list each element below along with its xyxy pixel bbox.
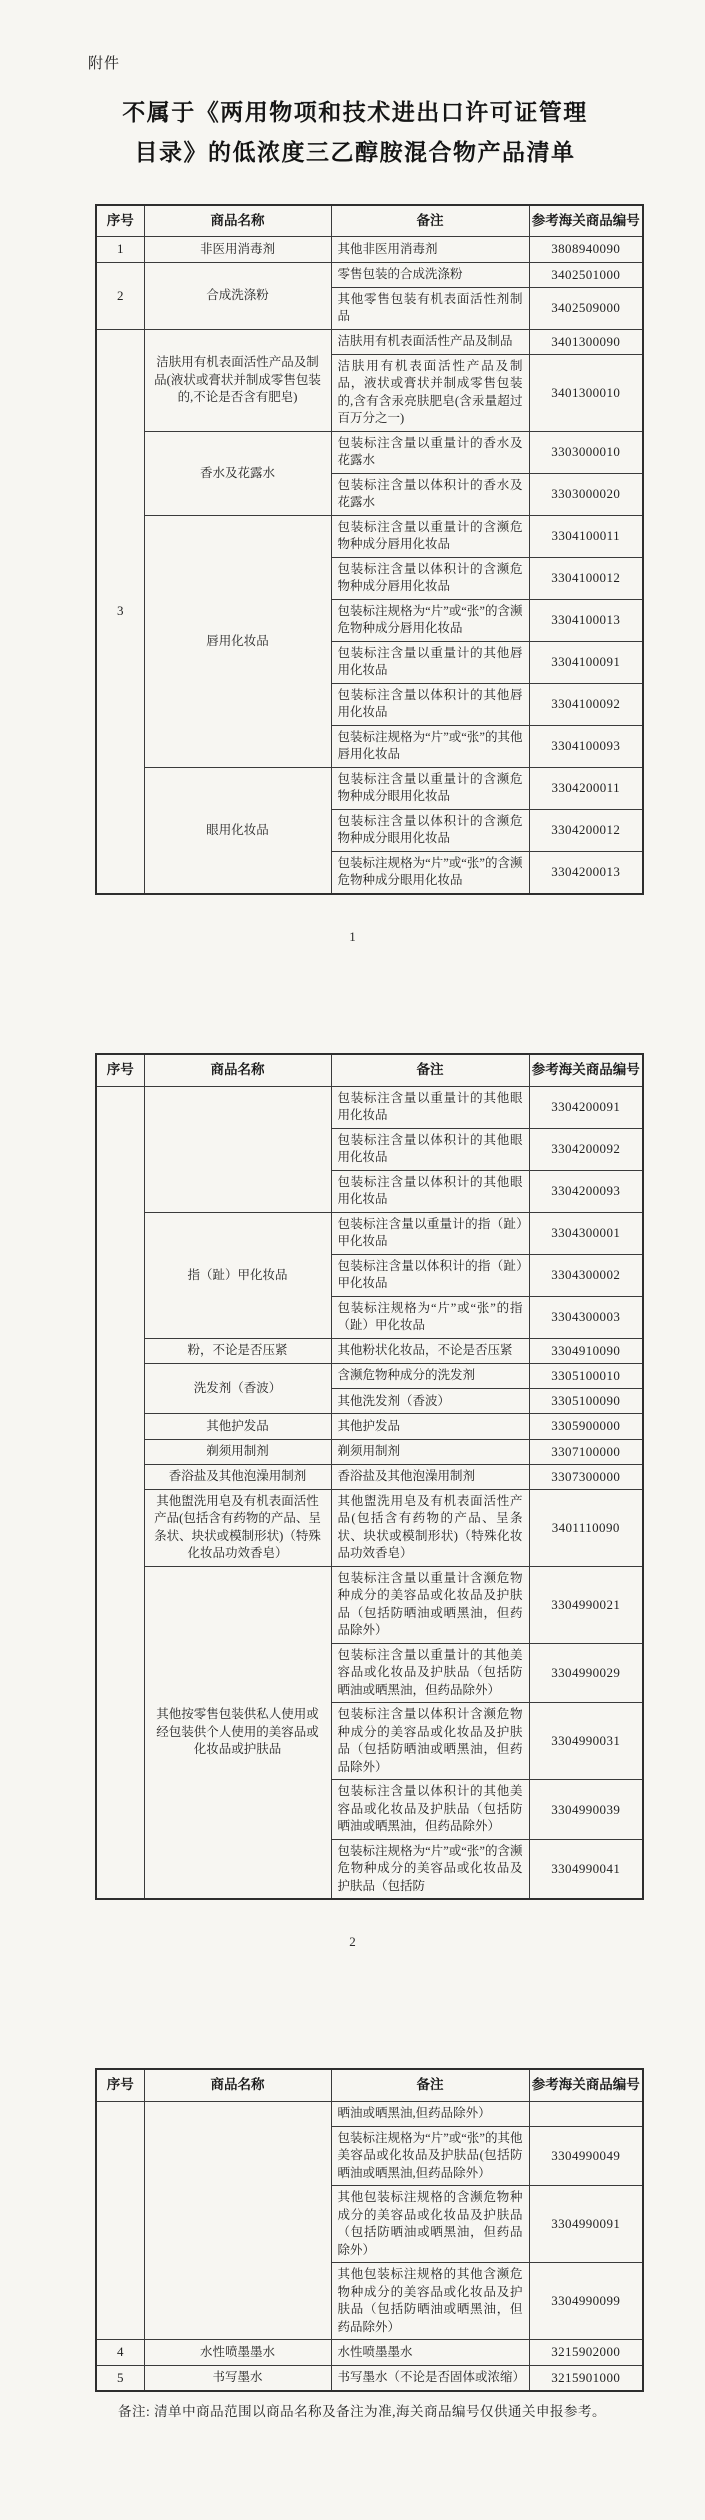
table-row: [96, 431, 643, 473]
product-name-cell: 洁肤用有机表面活性产品及制品(液状或膏状并制成零售包装的,不论是否含有肥皂): [144, 329, 331, 431]
remark-cell: 其他洗发剂（香波）: [331, 1389, 529, 1414]
product-table-page-1: [95, 204, 644, 895]
hs-code-cell: 3215902000: [529, 2340, 643, 2365]
product-table-page-3: [95, 2068, 644, 2391]
remark-cell: 包装标注含量以体积计含濒危物种成分的美容品或化妆品及护肤品（包括防晒油或晒黑油，但药品除外）: [331, 1703, 529, 1780]
header-remark: 备注: [331, 2069, 529, 2101]
scanned-document-sheet: [0, 52, 705, 2520]
hs-code-cell: 3401300010: [529, 354, 643, 431]
header-hs-code: 参考海关商品编号: [529, 205, 643, 237]
footnote: 备注: 清单中商品范围以商品名称及备注为准,海关商品编号仅供通关申报参考。: [118, 2403, 606, 2419]
remark-cell: 包装标注含量以体积计的指（趾）甲化妆品: [331, 1254, 529, 1296]
hs-code-cell: 3304990099: [529, 2263, 643, 2340]
table-header-row: [96, 205, 643, 237]
hs-code-cell: 3305100090: [529, 1389, 643, 1414]
header-hs-code: 参考海关商品编号: [529, 1054, 643, 1086]
remark-cell: 包装标注含量以重量计含濒危物种成分的美容品或化妆品及护肤品（包括防晒油或晒黑油，但药品除外）: [331, 1566, 529, 1643]
page-number-2: 2: [349, 1934, 356, 1950]
header-seq: 序号: [96, 1054, 144, 1086]
remark-cell: 包装标注含量以体积计的其他唇用化妆品: [331, 683, 529, 725]
remark-cell: 包装标注含量以重量计的其他美容品或化妆品及护肤品（包括防晒油或晒黑油，但药品除外）: [331, 1643, 529, 1703]
hs-code-cell: 3215901000: [529, 2365, 643, 2391]
title-line-1: 不属于《两用物项和技术进出口许可证管理: [122, 100, 588, 125]
seq-cell: [96, 2102, 144, 2340]
table-row: [96, 1464, 643, 1489]
hs-code-cell: 3304990031: [529, 1703, 643, 1780]
hs-code-cell: 3303000020: [529, 473, 643, 515]
remark-cell: 包装标注规格为“片”或“张”的含濒危物种成分的美容品或化妆品及护肤品（包括防: [331, 1839, 529, 1899]
attachment-label: 附件: [88, 56, 121, 72]
table-row: [96, 1566, 643, 1643]
product-name-cell: 其他护发品: [144, 1414, 331, 1439]
hs-code-cell: 3304100013: [529, 599, 643, 641]
header-hs-code: 参考海关商品编号: [529, 2069, 643, 2101]
seq-cell: 4: [96, 2340, 144, 2365]
product-name-cell: 其他盥洗用皂及有机表面活性产品(包括含有药物的产品、呈条状、块状或模制形状)（特殊化妆品功效香皂）: [144, 1489, 331, 1566]
seq-cell: [96, 1086, 144, 1899]
remark-cell: 包装标注含量以体积计的其他眼用化妆品: [331, 1128, 529, 1170]
product-table-page-2: [95, 1053, 644, 1901]
remark-cell: 包装标注含量以重量计的指（趾）甲化妆品: [331, 1212, 529, 1254]
product-name-cell: 洗发剂（香波）: [144, 1364, 331, 1414]
header-remark: 备注: [331, 1054, 529, 1086]
hs-code-cell: 3307300000: [529, 1464, 643, 1489]
product-name-cell: 水性喷墨墨水: [144, 2340, 331, 2365]
document-title: [45, 93, 665, 174]
hs-code-cell: 3304910090: [529, 1338, 643, 1363]
table-row: [96, 2365, 643, 2391]
table-row: [96, 329, 643, 354]
table-row: [96, 1414, 643, 1439]
hs-code-cell: 3401300090: [529, 329, 643, 354]
seq-cell: 5: [96, 2365, 144, 2391]
remark-cell: 剃须用制剂: [331, 1439, 529, 1464]
table-row: [96, 1212, 643, 1254]
remark-cell: 包装标注规格为“片”或“张”的含濒危物种成分眼用化妆品: [331, 851, 529, 894]
hs-code-cell: 3304990049: [529, 2126, 643, 2186]
remark-cell: 其他包装标注规格的其他含濒危物种成分的美容品或化妆品及护肤品（包括防晒油或晒黑油，但药品除外）: [331, 2263, 529, 2340]
product-name-cell: 指（趾）甲化妆品: [144, 1212, 331, 1338]
hs-code-cell: 3304300002: [529, 1254, 643, 1296]
remark-cell: 包装标注含量以重量计的其他眼用化妆品: [331, 1086, 529, 1128]
remark-cell: 其他包装标注规格的含濒危物种成分的美容品或化妆品及护肤品（包括防晒油或晒黑油，但药品除外）: [331, 2186, 529, 2263]
remark-cell: 其他护发品: [331, 1414, 529, 1439]
hs-code-cell: 3307100000: [529, 1439, 643, 1464]
table-row: [96, 515, 643, 557]
hs-code-cell: 3808940090: [529, 237, 643, 262]
hs-code-cell: 3304100091: [529, 641, 643, 683]
table-row: [96, 1086, 643, 1128]
remark-cell: 其他非医用消毒剂: [331, 237, 529, 262]
remark-cell: 包装标注规格为“片”或“张”的指（趾）甲化妆品: [331, 1296, 529, 1338]
remark-cell: 其他粉状化妆品，不论是否压紧: [331, 1338, 529, 1363]
hs-code-cell: 3304200091: [529, 1086, 643, 1128]
remark-cell: 包装标注含量以重量计的含濒危物种成分唇用化妆品: [331, 515, 529, 557]
table-row: [96, 2340, 643, 2365]
hs-code-cell: [529, 2102, 643, 2127]
header-product-name: 商品名称: [144, 205, 331, 237]
remark-cell: 水性喷墨墨水: [331, 2340, 529, 2365]
hs-code-cell: 3402501000: [529, 262, 643, 287]
table-row: [96, 1489, 643, 1566]
product-name-cell: 粉，不论是否压紧: [144, 1338, 331, 1363]
table-row: [96, 1364, 643, 1389]
hs-code-cell: 3304200012: [529, 809, 643, 851]
page-number-1: 1: [349, 928, 356, 944]
hs-code-cell: 3304990091: [529, 2186, 643, 2263]
hs-code-cell: 3304200013: [529, 851, 643, 894]
product-name-cell: 眼用化妆品: [144, 767, 331, 894]
remark-cell: 含濒危物种成分的洗发剂: [331, 1364, 529, 1389]
product-name-cell: [144, 2102, 331, 2340]
seq-cell: 2: [96, 262, 144, 329]
hs-code-cell: 3304990029: [529, 1643, 643, 1703]
remark-cell: 包装标注规格为“片”或“张”的其他美容品或化妆品及护肤品(包括防晒油或晒黑油,但药品除外）: [331, 2126, 529, 2186]
product-name-cell: 非医用消毒剂: [144, 237, 331, 262]
remark-cell: 包装标注规格为“片”或“张”的含濒危物种成分唇用化妆品: [331, 599, 529, 641]
remark-cell: 包装标注含量以重量计的香水及花露水: [331, 431, 529, 473]
header-seq: 序号: [96, 205, 144, 237]
hs-code-cell: 3304100011: [529, 515, 643, 557]
hs-code-cell: 3304100012: [529, 557, 643, 599]
remark-cell: 包装标注含量以体积计的其他美容品或化妆品及护肤品（包括防晒油或晒黑油，但药品除外）: [331, 1780, 529, 1840]
hs-code-cell: 3303000010: [529, 431, 643, 473]
hs-code-cell: 3401110090: [529, 1489, 643, 1566]
hs-code-cell: 3402509000: [529, 287, 643, 329]
remark-cell: 书写墨水（不论是否固体或浓缩）: [331, 2365, 529, 2391]
product-name-cell: 书写墨水: [144, 2365, 331, 2391]
hs-code-cell: 3304200011: [529, 767, 643, 809]
product-name-cell: 合成洗涤粉: [144, 262, 331, 329]
remark-cell: 包装标注规格为“片”或“张”的其他唇用化妆品: [331, 725, 529, 767]
table-header-row: [96, 2069, 643, 2101]
remark-cell: 其他盥洗用皂及有机表面活性产品(包括含有药物的产品、呈条状、块状或模制形状)（特殊化妆品功效香皂）: [331, 1489, 529, 1566]
product-name-cell: [144, 1086, 331, 1212]
remark-cell: 洁肤用有机表面活性产品及制品，液状或膏状并制成零售包装的,含有含汞亮肤肥皂(含汞量超过百万分之一): [331, 354, 529, 431]
remark-cell: 晒油或晒黑油,但药品除外）: [331, 2102, 529, 2127]
seq-cell: 3: [96, 329, 144, 894]
table-row: [96, 262, 643, 287]
table-row: [96, 2102, 643, 2127]
remark-cell: 洁肤用有机表面活性产品及制品: [331, 329, 529, 354]
table-row: [96, 767, 643, 809]
table-row: [96, 1338, 643, 1363]
table-header-row: [96, 1054, 643, 1086]
hs-code-cell: 3304200092: [529, 1128, 643, 1170]
remark-cell: 包装标注含量以重量计的含濒危物种成分眼用化妆品: [331, 767, 529, 809]
product-name-cell: 剃须用制剂: [144, 1439, 331, 1464]
hs-code-cell: 3304990039: [529, 1780, 643, 1840]
hs-code-cell: 3304100092: [529, 683, 643, 725]
table-row: [96, 237, 643, 262]
product-name-cell: 其他按零售包装供私人使用或经包装供个人使用的美容品或化妆品或护肤品: [144, 1566, 331, 1899]
product-name-cell: 香浴盐及其他泡澡用制剂: [144, 1464, 331, 1489]
header-seq: 序号: [96, 2069, 144, 2101]
remark-cell: 包装标注含量以体积计的其他眼用化妆品: [331, 1170, 529, 1212]
header-remark: 备注: [331, 205, 529, 237]
hs-code-cell: 3304990041: [529, 1839, 643, 1899]
hs-code-cell: 3305900000: [529, 1414, 643, 1439]
hs-code-cell: 3304200093: [529, 1170, 643, 1212]
hs-code-cell: 3304300001: [529, 1212, 643, 1254]
seq-cell: 1: [96, 237, 144, 262]
remark-cell: 香浴盐及其他泡澡用制剂: [331, 1464, 529, 1489]
remark-cell: 包装标注含量以体积计的含濒危物种成分眼用化妆品: [331, 809, 529, 851]
title-line-2: 目录》的低浓度三乙醇胺混合物产品清单: [134, 140, 576, 166]
remark-cell: 包装标注含量以重量计的其他唇用化妆品: [331, 641, 529, 683]
hs-code-cell: 3304100093: [529, 725, 643, 767]
header-product-name: 商品名称: [144, 2069, 331, 2101]
hs-code-cell: 3304990021: [529, 1566, 643, 1643]
table-row: [96, 1439, 643, 1464]
hs-code-cell: 3304300003: [529, 1296, 643, 1338]
remark-cell: 其他零售包装有机表面活性剂制品: [331, 287, 529, 329]
remark-cell: 包装标注含量以体积计的香水及花露水: [331, 473, 529, 515]
hs-code-cell: 3305100010: [529, 1364, 643, 1389]
remark-cell: 零售包装的合成洗涤粉: [331, 262, 529, 287]
header-product-name: 商品名称: [144, 1054, 331, 1086]
product-name-cell: 香水及花露水: [144, 431, 331, 515]
product-name-cell: 唇用化妆品: [144, 515, 331, 767]
remark-cell: 包装标注含量以体积计的含濒危物种成分唇用化妆品: [331, 557, 529, 599]
